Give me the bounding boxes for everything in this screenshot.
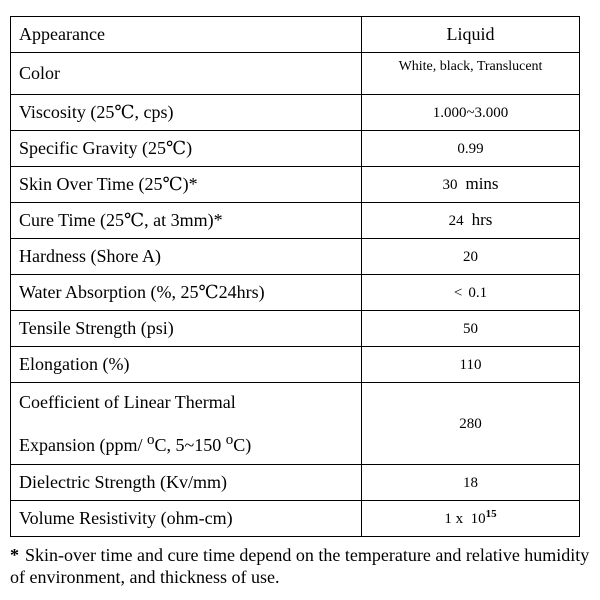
- less-than-sign: <: [453, 284, 463, 301]
- value-appearance: Liquid: [362, 17, 580, 53]
- value-hardness: 20: [362, 239, 580, 275]
- value-water-absorption: [362, 275, 580, 311]
- property-volume-resistivity: Volume Resistivity (ohm-cm): [11, 501, 362, 537]
- value-unit: mins: [465, 174, 499, 194]
- value-mantissa: 1 x: [444, 510, 464, 527]
- property-dielectric-strength: Dielectric Strength (Kv/mm): [11, 465, 362, 501]
- degree-mark: o: [147, 432, 155, 448]
- property-appearance: Appearance: [11, 17, 362, 53]
- property-tensile-strength: Tensile Strength (psi): [11, 311, 362, 347]
- table-row: [11, 311, 580, 347]
- value-thermal-expansion: 280: [362, 383, 580, 465]
- property-color: Color: [11, 53, 362, 95]
- property-line-2: [19, 421, 353, 464]
- value-number: 24: [448, 213, 464, 230]
- value-dielectric-strength: 18: [362, 465, 580, 501]
- property-skin-over-time: Skin Over Time (25℃)*: [11, 167, 362, 203]
- table-row: [11, 275, 580, 311]
- property-thermal-expansion: [11, 383, 362, 465]
- table-row: [11, 383, 580, 465]
- value-number: 0.1: [468, 284, 488, 301]
- value-base: 10: [470, 510, 486, 527]
- text-part: C, 5~150: [154, 435, 226, 455]
- property-elongation: Elongation (%): [11, 347, 362, 383]
- value-specific-gravity: 0.99: [362, 131, 580, 167]
- property-viscosity: Viscosity (25℃, cps): [11, 95, 362, 131]
- table-row: [11, 347, 580, 383]
- table-row: [11, 239, 580, 275]
- spec-table: [10, 16, 580, 537]
- table-row: [11, 167, 580, 203]
- value-unit: hrs: [471, 210, 493, 230]
- value-exponent: 15: [485, 507, 497, 520]
- table-row: [11, 17, 580, 53]
- value-tensile-strength: 50: [362, 311, 580, 347]
- table-row: [11, 53, 580, 95]
- text-part: Expansion (ppm/: [19, 435, 147, 455]
- table-row: [11, 131, 580, 167]
- property-hardness: Hardness (Shore A): [11, 239, 362, 275]
- table-row: [11, 501, 580, 537]
- property-cure-time: Cure Time (25℃, at 3mm)*: [11, 203, 362, 239]
- footnote: [10, 544, 590, 588]
- value-skin-over-time: [362, 167, 580, 203]
- table-row: [11, 95, 580, 131]
- value-viscosity: 1.000~3.000: [362, 95, 580, 131]
- property-water-absorption: Water Absorption (%, 25℃24hrs): [11, 275, 362, 311]
- degree-mark: o: [225, 432, 234, 448]
- value-elongation: 110: [362, 347, 580, 383]
- table-row: [11, 465, 580, 501]
- property-specific-gravity: Specific Gravity (25℃): [11, 131, 362, 167]
- asterisk-mark: *: [10, 545, 19, 565]
- value-number: 30: [442, 177, 458, 194]
- text-part: C): [233, 435, 252, 455]
- value-volume-resistivity: [362, 501, 580, 537]
- table-row: [11, 203, 580, 239]
- footnote-text: Skin-over time and cure time depend on the temperature and relative humidity of environment, and thickness of use.: [10, 545, 590, 587]
- value-color: White, black, Translucent: [362, 53, 580, 95]
- value-cure-time: [362, 203, 580, 239]
- property-line-1: Coefficient of Linear Thermal: [19, 392, 236, 412]
